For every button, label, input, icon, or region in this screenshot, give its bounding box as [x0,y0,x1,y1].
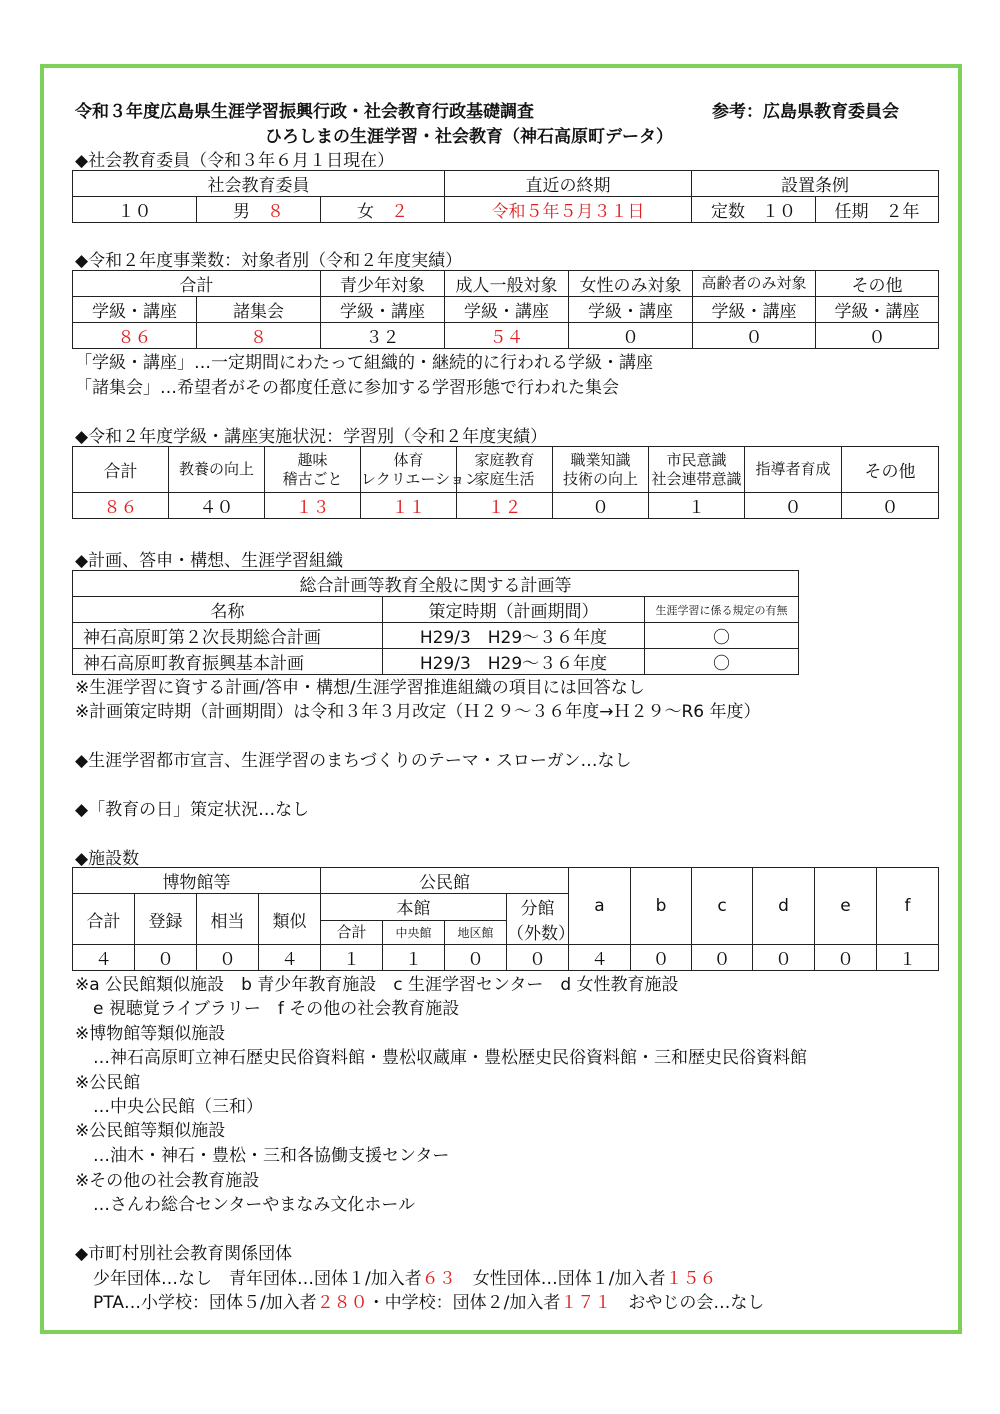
projects-group-youth: 青少年対象 [321,271,445,297]
projects-sub: 学級・講座 [816,297,939,323]
facilities-note: …油木・神石・豊松・三和各協働支援センター [93,1146,450,1166]
projects-note: 「諸集会」…希望者がその都度任意に参加する学習形態で行われた集会 [75,378,619,398]
commission-female: 女 ２ [321,197,445,223]
facilities-letter: d [753,868,815,945]
projects-sub: 学級・講座 [693,297,816,323]
facilities-value: ４ [73,945,135,971]
facilities-value: ０ [135,945,197,971]
facilities-m-equiv: 相当 [197,894,259,945]
doc-subtitle: ひろしまの生涯学習・社会教育（神石高原町データ） [265,127,673,147]
facilities-museum: 博物館等 [73,868,321,894]
commission-term: 任期 ２年 [816,197,939,223]
projects-sub: 諸集会 [197,297,321,323]
facilities-value: ４ [569,945,631,971]
facilities-k-central: 中央館 [383,920,445,944]
facilities-m-total: 合計 [73,894,135,945]
facilities-k-total: 合計 [321,920,383,944]
commission-male: 男 ８ [197,197,321,223]
groups-line-1: 少年団体…なし 青年団体…団体１/加入者６３ 女性団体…団体１/加入者１５６ [93,1269,717,1289]
courses-h-leader: 指導者育成 [745,447,842,493]
facilities-value: ４ [259,945,321,971]
projects-sub: 学級・講座 [73,297,197,323]
projects-value: ０ [816,323,939,349]
projects-group-other: その他 [816,271,939,297]
courses-value: ４０ [169,493,265,519]
courses-h-home: 家庭教育 家庭生活 [457,447,553,493]
projects-heading: ◆令和２年度事業数：対象者別（令和２年度実績） [75,251,463,271]
projects-group-women: 女性のみ対象 [569,271,693,297]
facilities-letter: b [631,868,692,945]
commission-col-term-end: 直近の終期 [445,171,692,197]
courses-h-total: 合計 [73,447,169,493]
facilities-value: ０ [692,945,753,971]
projects-note: 「学級・講座」…一定期間にわたって組織的・継続的に行われる学級・講座 [75,353,653,373]
doc-reference: 参考：広島県教育委員会 [712,102,899,122]
facilities-value: ０ [815,945,877,971]
plans-table-title: 総合計画等教育全般に関する計画等 [73,571,799,597]
courses-value: １ [649,493,745,519]
projects-value: ３２ [321,323,445,349]
commission-col-ordinance: 設置条例 [692,171,939,197]
facilities-table [72,867,939,971]
doc-title: 令和３年度広島県生涯学習振興行政・社会教育行政基礎調査 [75,102,534,122]
plan-rule: 〇 [645,623,799,649]
facilities-value: １ [321,945,383,971]
commission-table [72,170,939,223]
courses-value: ０ [553,493,649,519]
projects-table [72,270,939,349]
courses-value: １３ [265,493,361,519]
plan-period: H29/3 H29～３６年度 [383,649,645,675]
facilities-letter: a [569,868,631,945]
plan-name: 神石高原町第２次長期総合計画 [73,623,383,649]
groups-line-2: PTA…小学校：団体５/加入者２８０・中学校：団体２/加入者１７１ おやじの会…なし [93,1293,765,1313]
projects-value: ５４ [445,323,569,349]
plan-period: H29/3 H29～３６年度 [383,623,645,649]
facilities-letter: f [877,868,939,945]
courses-h-culture: 教養の向上 [169,447,265,493]
courses-h-job: 職業知識 技術の向上 [553,447,649,493]
courses-value: ８６ [73,493,169,519]
facilities-honkan: 本館 [321,894,507,921]
declaration-line: ◆生涯学習都市宣言、生涯学習のまちづくりのテーマ・スローガン…なし [75,751,632,771]
projects-value: ８６ [73,323,197,349]
courses-h-civic: 市民意識 社会連帯意識 [649,447,745,493]
facilities-note: ※公民館 [75,1073,141,1093]
facilities-m-reg: 登録 [135,894,197,945]
projects-group-adult: 成人一般対象 [445,271,569,297]
facilities-value: ０ [753,945,815,971]
plans-col-period: 策定時期（計画期間） [383,597,645,623]
commission-total: １０ [73,197,197,223]
facilities-bunkan: 分館 （外数） [507,894,569,945]
facilities-kominkan: 公民館 [321,868,569,894]
facilities-heading: ◆施設数 [75,849,140,869]
projects-sub: 学級・講座 [321,297,445,323]
commission-capacity: 定数 １０ [692,197,816,223]
plan-rule: 〇 [645,649,799,675]
courses-h-hobby: 趣味 稽古ごと [265,447,361,493]
facilities-note: …中央公民館（三和） [93,1097,263,1117]
plans-note: ※生涯学習に資する計画/答申・構想/生涯学習推進組織の項目には回答なし [75,678,645,698]
plans-note: ※計画策定時期（計画期間）は令和３年３月改定（Ｈ２９～３６年度→Ｈ２９～R6 年度） [75,702,761,722]
facilities-letter: e [815,868,877,945]
facilities-note: ※公民館等類似施設 [75,1121,226,1141]
commission-term-end: 令和５年５月３１日 [445,197,692,223]
facilities-value: ０ [445,945,507,971]
courses-h-other: その他 [842,447,939,493]
facilities-note: ※博物館等類似施設 [75,1024,226,1044]
groups-heading: ◆市町村別社会教育関係団体 [75,1244,293,1264]
courses-value: １２ [457,493,553,519]
facilities-letter: c [692,868,753,945]
facilities-value: １ [877,945,939,971]
courses-value: ０ [842,493,939,519]
courses-heading: ◆令和２年度学級・講座実施状況：学習別（令和２年度実績） [75,427,548,447]
courses-value: ０ [745,493,842,519]
education-day-line: ◆「教育の日」策定状況…なし [75,800,310,820]
plans-col-rule: 生涯学習に係る規定の有無 [645,597,799,623]
projects-value: ０ [693,323,816,349]
facilities-value: １ [383,945,445,971]
commission-col-members: 社会教育委員 [73,171,445,197]
plans-col-name: 名称 [73,597,383,623]
projects-value: ８ [197,323,321,349]
facilities-note: e 視聴覚ライブラリー f その他の社会教育施設 [93,999,460,1019]
projects-sub: 学級・講座 [445,297,569,323]
facilities-value: ０ [631,945,692,971]
facilities-note: ※a 公民館類似施設 b 青少年教育施設 c 生涯学習センター d 女性教育施設 [75,975,679,995]
commission-heading: ◆社会教育委員（令和３年６月１日現在） [75,151,395,171]
courses-table [72,446,939,519]
courses-h-sport: 体育 レクリエーション [361,447,457,493]
projects-sub: 学級・講座 [569,297,693,323]
projects-group-total: 合計 [73,271,321,297]
facilities-value: ０ [197,945,259,971]
facilities-k-district: 地区館 [445,920,507,944]
courses-value: １１ [361,493,457,519]
plans-heading: ◆計画、答申・構想、生涯学習組織 [75,551,344,571]
facilities-m-similar: 類似 [259,894,321,945]
plans-table [72,570,799,675]
facilities-value: ０ [507,945,569,971]
facilities-note: …神石高原町立神石歴史民俗資料館・豊松収蔵庫・豊松歴史民俗資料館・三和歴史民俗資料館 [93,1048,807,1068]
projects-group-elderly: 高齢者のみ対象 [693,271,816,297]
projects-value: ０ [569,323,693,349]
plan-name: 神石高原町教育振興基本計画 [73,649,383,675]
facilities-note: ※その他の社会教育施設 [75,1171,260,1191]
facilities-note: …さんわ総合センターやまなみ文化ホール [93,1195,415,1215]
